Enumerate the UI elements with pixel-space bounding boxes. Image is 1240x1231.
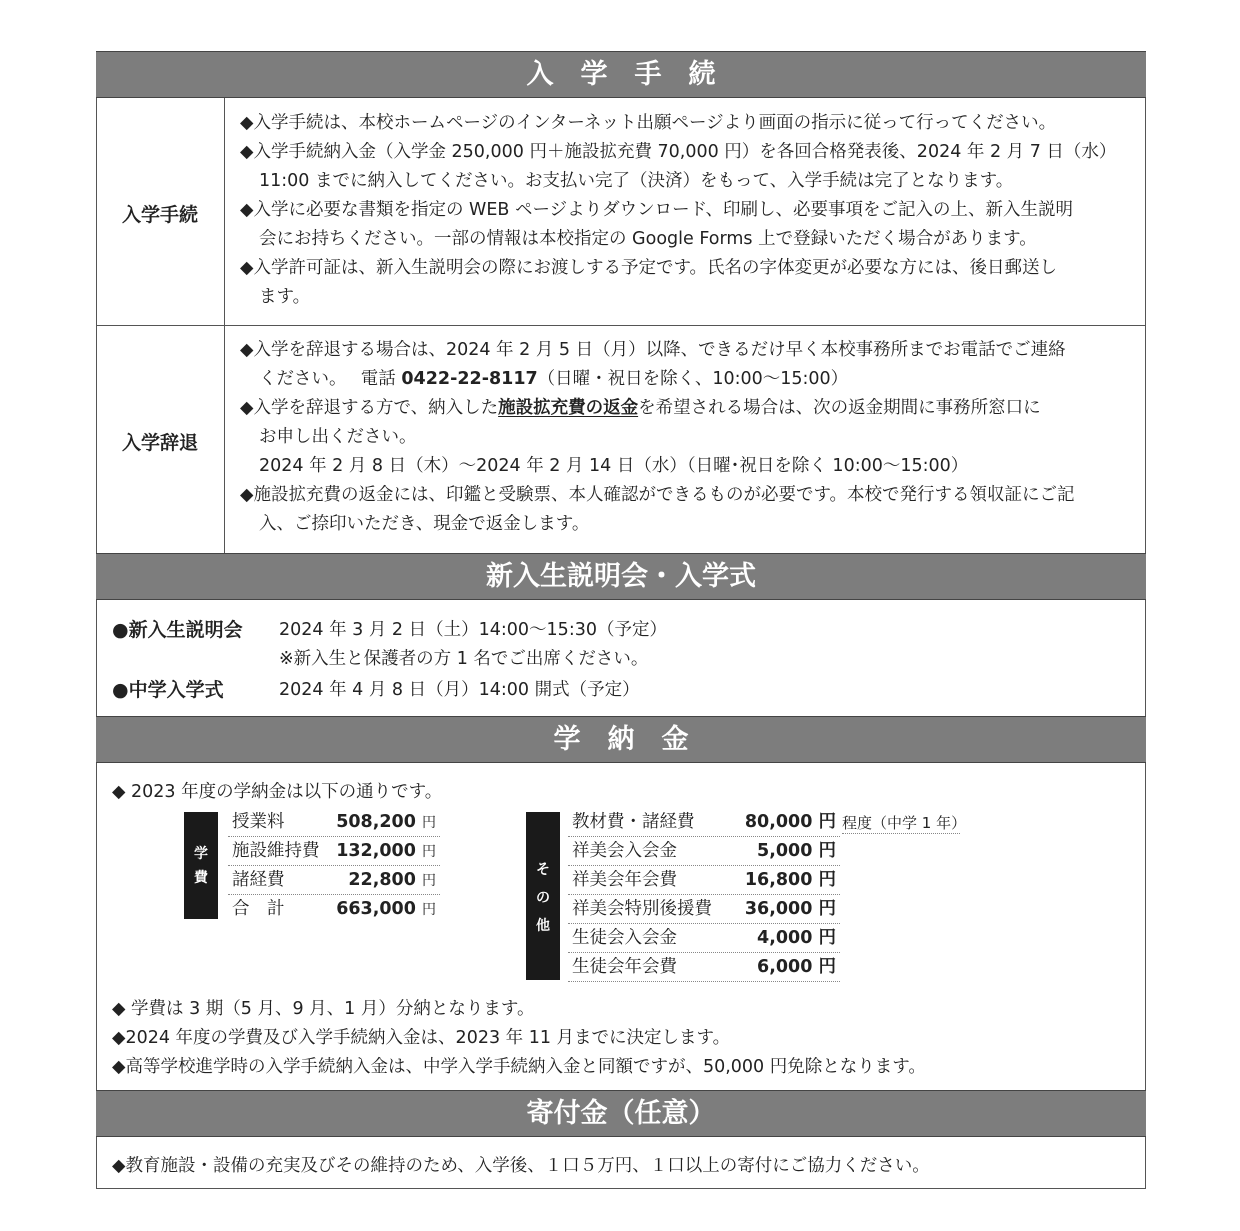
orientation-date: 2024 年 3 月 2 日（土）14:00〜15:30（予定）: [279, 620, 667, 640]
ceremony-label: ●中学入学式: [112, 679, 224, 701]
table-row: 教材費・諸経費 80,000 円: [568, 808, 840, 837]
materials-note: 程度（中学 1 年）: [842, 814, 967, 832]
table-row: 生徒会入会金 4,000 円: [568, 924, 840, 953]
withdrawal-list: [240, 336, 1075, 539]
donation-header: 寄付金（任意）: [96, 1090, 1146, 1137]
fee-note: ◆2024 年度の学費及び入学手続納入金は、2023 年 11 月までに決定します。: [112, 1028, 731, 1048]
table-row: 祥美会特別後援費 36,000 円: [568, 895, 840, 924]
withdrawal-line: ◆施設拡充費の返金には、印鑑と受験票、本人確認ができるものが必要です。本校で発行する領収証にご記: [240, 485, 1075, 505]
phone-number: 0422-22-8117: [401, 369, 538, 389]
table-row: 祥美会年会費 16,800 円: [568, 866, 840, 895]
table-row: 施設維持費 132,000 円: [228, 837, 440, 866]
other-tag: そ の 他: [526, 812, 560, 980]
procedure-item-cont: 会にお持ちください。一部の情報は本校指定の Google Forms 上で登録いただく場合があります。: [259, 229, 1037, 249]
procedure-item-cont: 11:00 までに納入してください。お支払い完了（決済）をもって、入学手続は完了となります。: [259, 171, 1014, 191]
divider: [96, 325, 1146, 326]
fee-note: ◆ 学費は 3 期（5 月、9 月、1 月）分納となります。: [112, 999, 535, 1019]
ceremony-date: 2024 年 4 月 8 日（月）14:00 開式（予定）: [279, 680, 640, 700]
admission-header: 入 学 手 続: [96, 51, 1146, 98]
withdrawal-line: ください。 電話 0422-22-8117（日曜・祝日を除く、10:00〜15:00）: [259, 369, 849, 389]
procedure-list: [240, 109, 1116, 312]
table-row: 授業料 508,200 円: [228, 808, 440, 837]
table-row: 諸経費 22,800 円: [228, 866, 440, 895]
procedure-label: 入学手続: [121, 204, 198, 226]
orientation-label: ●新入生説明会: [112, 619, 243, 641]
withdrawal-line: ◆入学を辞退する方で、納入した施設拡充費の返金を希望される場合は、次の返金期間に事務所窓口に: [240, 398, 1041, 418]
procedure-item: ◆入学手続は、本校ホームページのインターネット出願ページより画面の指示に従って行ってください。: [240, 113, 1057, 133]
withdrawal-line: ◆入学を辞退する場合は、2024 年 2 月 5 日（月）以降、できるだけ早く本校事務所までお電話でご連絡: [240, 340, 1066, 360]
fees-intro: ◆ 2023 年度の学納金は以下の通りです。: [112, 782, 443, 802]
orientation-note: ※新入生と保護者の方 1 名でご出席ください。: [279, 649, 649, 669]
events-header: 新入生説明会・入学式: [96, 553, 1146, 600]
table-row: 生徒会年会費 6,000 円: [568, 953, 840, 982]
procedure-item: ◆入学手続納入金（入学金 250,000 円＋施設拡充費 70,000 円）を各回合格発表後、2024 年 2 月 7 日（水）: [240, 142, 1117, 162]
refund-emphasis: 施設拡充費の返金: [498, 398, 639, 418]
withdrawal-line: お申し出ください。: [259, 427, 417, 447]
tuition-tag: 学 費: [184, 812, 218, 919]
donation-text: ◆教育施設・設備の充実及びその維持のため、入学後、１口５万円、１口以上の寄付にご協力ください。: [112, 1156, 930, 1176]
fees-header: 学 納 金: [96, 716, 1146, 763]
fee-note: ◆高等学校進学時の入学手続納入金は、中学入学手続納入金と同額ですが、50,000 円免除となります。: [112, 1057, 926, 1077]
table-row: 祥美会入会金 5,000 円: [568, 837, 840, 866]
procedure-item-cont: ます。: [259, 287, 311, 307]
withdrawal-line: 入、ご捺印いただき、現金で返金します。: [259, 514, 590, 534]
withdrawal-line: 2024 年 2 月 8 日（木）〜2024 年 2 月 14 日（水）（日曜･祝日を除く 10:00〜15:00）: [259, 456, 969, 476]
procedure-item: ◆入学に必要な書類を指定の WEB ページよりダウンロード、印刷し、必要事項をご記入の上、新入生説明: [240, 200, 1074, 220]
procedure-item: ◆入学許可証は、新入生説明会の際にお渡しする予定です。氏名の字体変更が必要な方には、後日郵送し: [240, 258, 1058, 278]
table-row-total: 合 計 663,000 円: [232, 899, 436, 919]
withdrawal-label: 入学辞退: [121, 432, 198, 454]
